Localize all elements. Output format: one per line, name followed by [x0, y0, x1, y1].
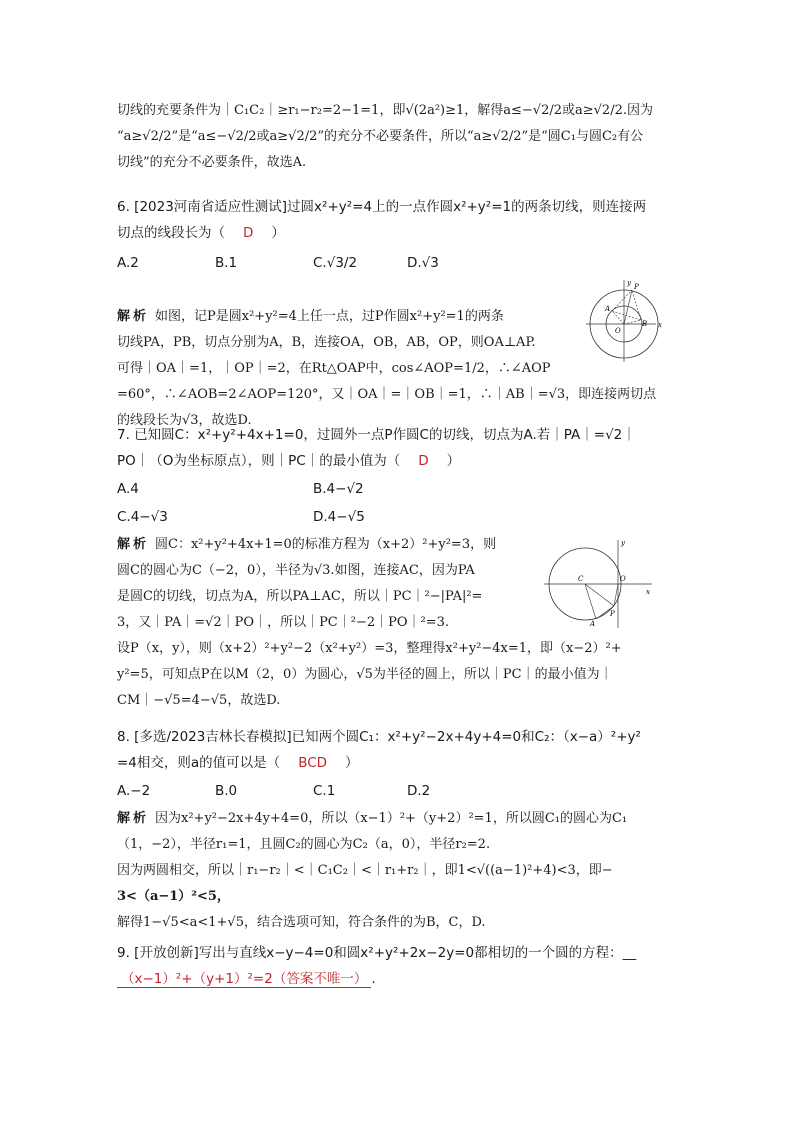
label-p: P	[610, 610, 615, 618]
label-b: B	[642, 320, 648, 328]
question-7-close: ）	[446, 453, 461, 469]
label-p: P	[634, 283, 639, 291]
question-7-answer: D	[418, 453, 429, 469]
option-d: D.√3	[407, 255, 439, 271]
analysis-line: 切线PA，PB，切点分别为A，B，连接OA，OB，AB，OP，则OA⊥AP.	[117, 335, 536, 350]
option-b: B.4−√2	[313, 481, 364, 497]
question-7-analysis	[117, 532, 537, 636]
label-y: y	[627, 279, 631, 287]
question-7-line: PO｜（O为坐标原点），则｜PC｜的最小值为（	[117, 453, 401, 469]
segment-ca	[585, 584, 596, 619]
intro-block	[117, 98, 677, 176]
question-8-line: =4相交，则a的值可以是（	[117, 755, 281, 771]
question-6-line: 6. [2023河南省适应性测试]过圆x²+y²=4上的一点作圆x²+y²=1的两条切线，则连接两	[117, 199, 647, 215]
tangent-pb	[632, 290, 641, 320]
question-9	[117, 940, 677, 992]
question-8-answer: BCD	[298, 755, 328, 771]
intro-line: “a≥√2/2”是“a≤−√2/2或a≥√2/2”的充分不必要条件，所以“a≥√2/2”是“圆C₁与圆C₂有公	[117, 129, 644, 144]
segment-cp	[585, 584, 614, 606]
question-6-close: ）	[271, 225, 285, 241]
analysis-line: 如图，记P是圆x²+y²=4上任一点，过P作圆x²+y²=1的两条	[155, 309, 504, 324]
analysis-line: 是圆C的切线，切点为A，所以PA⊥AC，所以｜PC｜²−|PA|²=	[117, 589, 483, 604]
analysis-line: 3<（a−1）²<5，	[117, 889, 230, 904]
label-a: A	[605, 305, 611, 313]
question-6	[117, 194, 677, 246]
question-7	[117, 422, 677, 474]
analysis-tag: 解析	[117, 811, 150, 826]
figure-concentric-circles	[584, 276, 674, 362]
tangent-pa	[612, 290, 632, 311]
question-8-close: ）	[345, 755, 359, 771]
analysis-line: 的线段长为√3，故选D.	[117, 413, 252, 428]
option-c: C.√3/2	[313, 255, 358, 271]
question-6-analysis	[117, 304, 657, 434]
question-6-line: 切点的线段长为（	[117, 225, 225, 241]
option-d: D.4−√5	[313, 509, 365, 525]
question-8-line: 8. [多选/2023吉林长春模拟]已知两个圆C₁：x²+y²−2x+4y+4=0和C₂：（x−a）²+y²	[117, 729, 641, 745]
label-c: C	[578, 575, 584, 583]
question-8	[117, 724, 677, 776]
analysis-line: 3，又｜PA｜=√2｜PO｜，所以｜PC｜²−2｜PO｜²=3.	[117, 615, 450, 630]
segment-ob	[624, 320, 641, 324]
analysis-line: 圆C的圆心为C（−2，0），半径为√3.如图，连接AC，因为PA	[117, 563, 475, 578]
analysis-line: y²=5，可知点P在以M（2，0）为圆心，√5为半径的圆上，所以｜PC｜的最小值为｜	[117, 667, 613, 682]
option-b: B.0	[215, 783, 238, 799]
intro-line: 切线的充要条件为｜C₁C₂｜≥r₁−r₂=2−1=1，即√(2a²)≥1，解得a≤−√2/2或a≥√2/2.因为	[117, 103, 653, 118]
question-6-answer: D	[243, 225, 254, 241]
analysis-line: 圆C：x²+y²+4x+1=0的标准方程为（x+2）²+y²=3，则	[155, 537, 497, 552]
label-o: O	[620, 575, 626, 583]
question-9-end: .	[371, 971, 376, 987]
analysis-line: 因为两圆相交，所以｜r₁−r₂｜<｜C₁C₂｜<｜r₁+r₂｜，即1<√((a−1)²+4)<3，即−	[117, 863, 613, 878]
analysis-line: 可得｜OA｜=1，｜OP｜=2，在Rt△OAP中，cos∠AOP=1/2，∴∠AOP	[117, 361, 551, 376]
analysis-line: =60°，∴∠AOB=2∠AOP=120°，又｜OA｜=｜OB｜=1，∴｜AB｜=√3，即连接两切点	[117, 387, 657, 402]
option-b: B.1	[215, 255, 238, 271]
analysis-line: 解得1−√5<a<1+√5，结合选项可知，符合条件的为B，C，D.	[117, 915, 486, 930]
intro-line: 切线”的充分不必要条件，故选A.	[117, 155, 307, 170]
option-d: D.2	[407, 783, 431, 799]
analysis-tag: 解析	[117, 309, 150, 324]
label-y: y	[621, 539, 625, 547]
segment-oa	[612, 311, 624, 324]
analysis-line: CM｜−√5=4−√5，故选D.	[117, 693, 281, 708]
option-a: A.2	[117, 255, 139, 271]
analysis-line: 设P（x，y），则（x+2）²+y²−2（x²+y²）=3，整理得x²+y²−4x=1，即（x−2）²+	[117, 641, 622, 656]
label-x: x	[658, 321, 662, 329]
option-c: C.1	[313, 783, 336, 799]
question-8-analysis	[117, 806, 677, 936]
analysis-line: 因为x²+y²−2x+4y+4=0，所以（x−1）²+（y+2）²=1，所以圆C₁的圆心为C₁	[155, 811, 628, 826]
question-9-line: 9. [开放创新]写出与直线x−y−4=0和圆x²+y²+2x−2y=0都相切的一个圆的方程：__	[117, 945, 637, 961]
label-a: A	[590, 620, 596, 628]
figure-circle-tangent	[540, 536, 656, 630]
option-c: C.4−√3	[117, 509, 168, 525]
question-7-analysis-cont	[117, 636, 677, 714]
analysis-line: （1，−2），半径r₁=1，且圆C₂的圆心为C₂（a，0），半径r₂=2.	[117, 837, 491, 852]
label-o: O	[615, 327, 621, 335]
option-a: A.4	[117, 481, 139, 497]
question-7-line: 7. 已知圆C：x²+y²+4x+1=0，过圆外一点P作圆C的切线，切点为A.若｜PA｜=√2｜	[117, 427, 636, 443]
option-a: A.−2	[117, 783, 151, 799]
label-x: x	[646, 588, 650, 596]
question-9-answer: （x−1）²+（y+1）²=2（答案不唯一）	[117, 971, 371, 988]
analysis-tag: 解析	[117, 537, 150, 552]
